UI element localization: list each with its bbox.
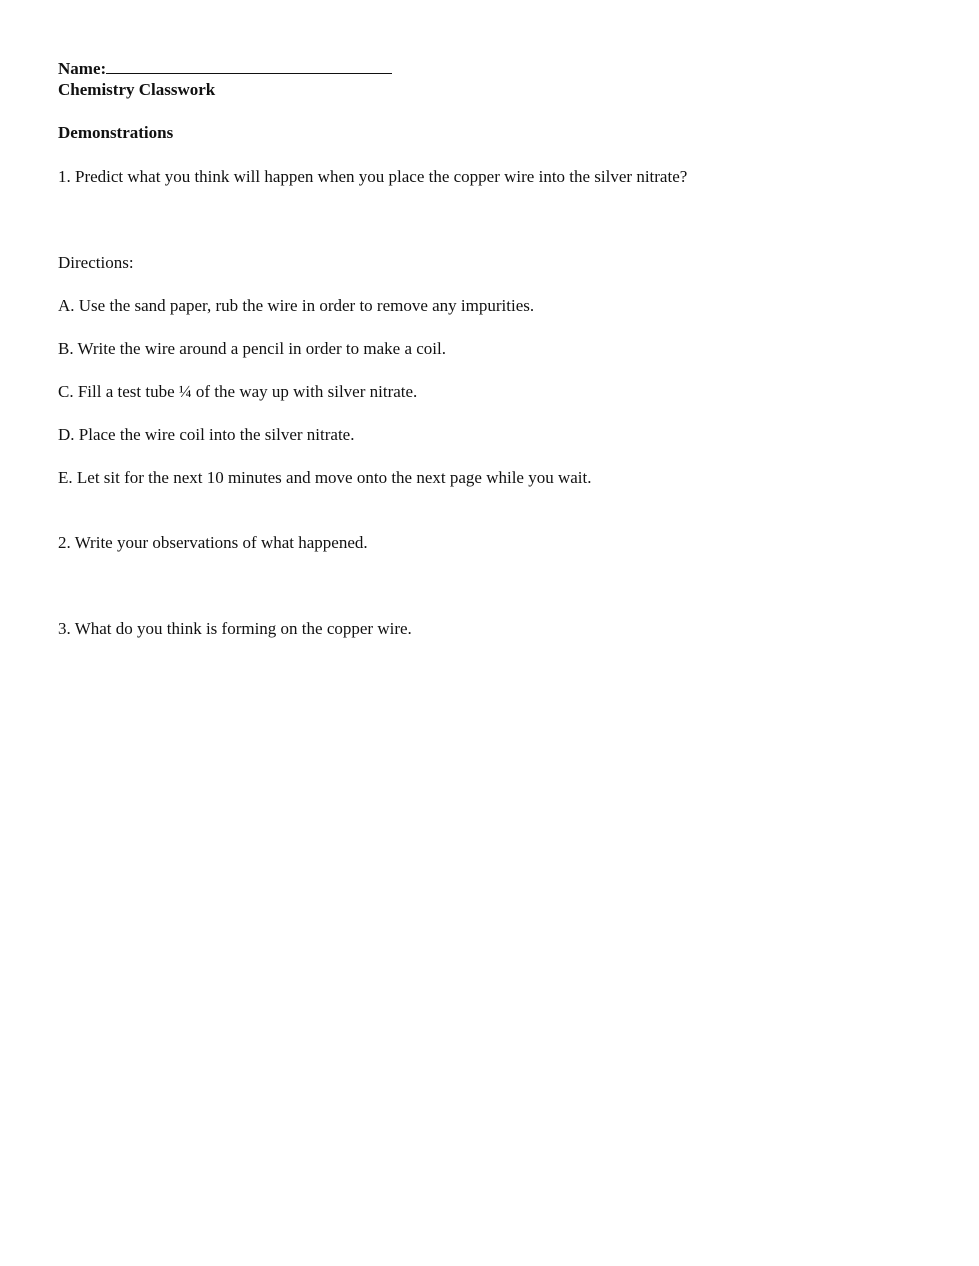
name-field (58, 57, 392, 80)
question-2: 2. Write your observations of what happened. (58, 533, 368, 552)
section-title: Demonstrations (58, 123, 174, 142)
directions-heading: Directions: (58, 253, 134, 272)
name-label: Name: (58, 59, 107, 78)
direction-step-d: D. Place the wire coil into the silver nitrate. (58, 425, 355, 444)
direction-step-e: E. Let sit for the next 10 minutes and move onto the next page while you wait. (58, 468, 592, 487)
direction-step-b: B. Write the wire around a pencil in order to make a coil. (58, 339, 446, 358)
name-blank-line[interactable] (106, 57, 392, 74)
question-1: 1. Predict what you think will happen when you place the copper wire into the silver nitrate? (58, 167, 688, 186)
direction-step-a: A. Use the sand paper, rub the wire in order to remove any impurities. (58, 296, 535, 315)
subject-title: Chemistry Classwork (58, 80, 216, 99)
direction-step-c: C. Fill a test tube ¼ of the way up with silver nitrate. (58, 382, 418, 401)
question-3: 3. What do you think is forming on the copper wire. (58, 619, 412, 638)
